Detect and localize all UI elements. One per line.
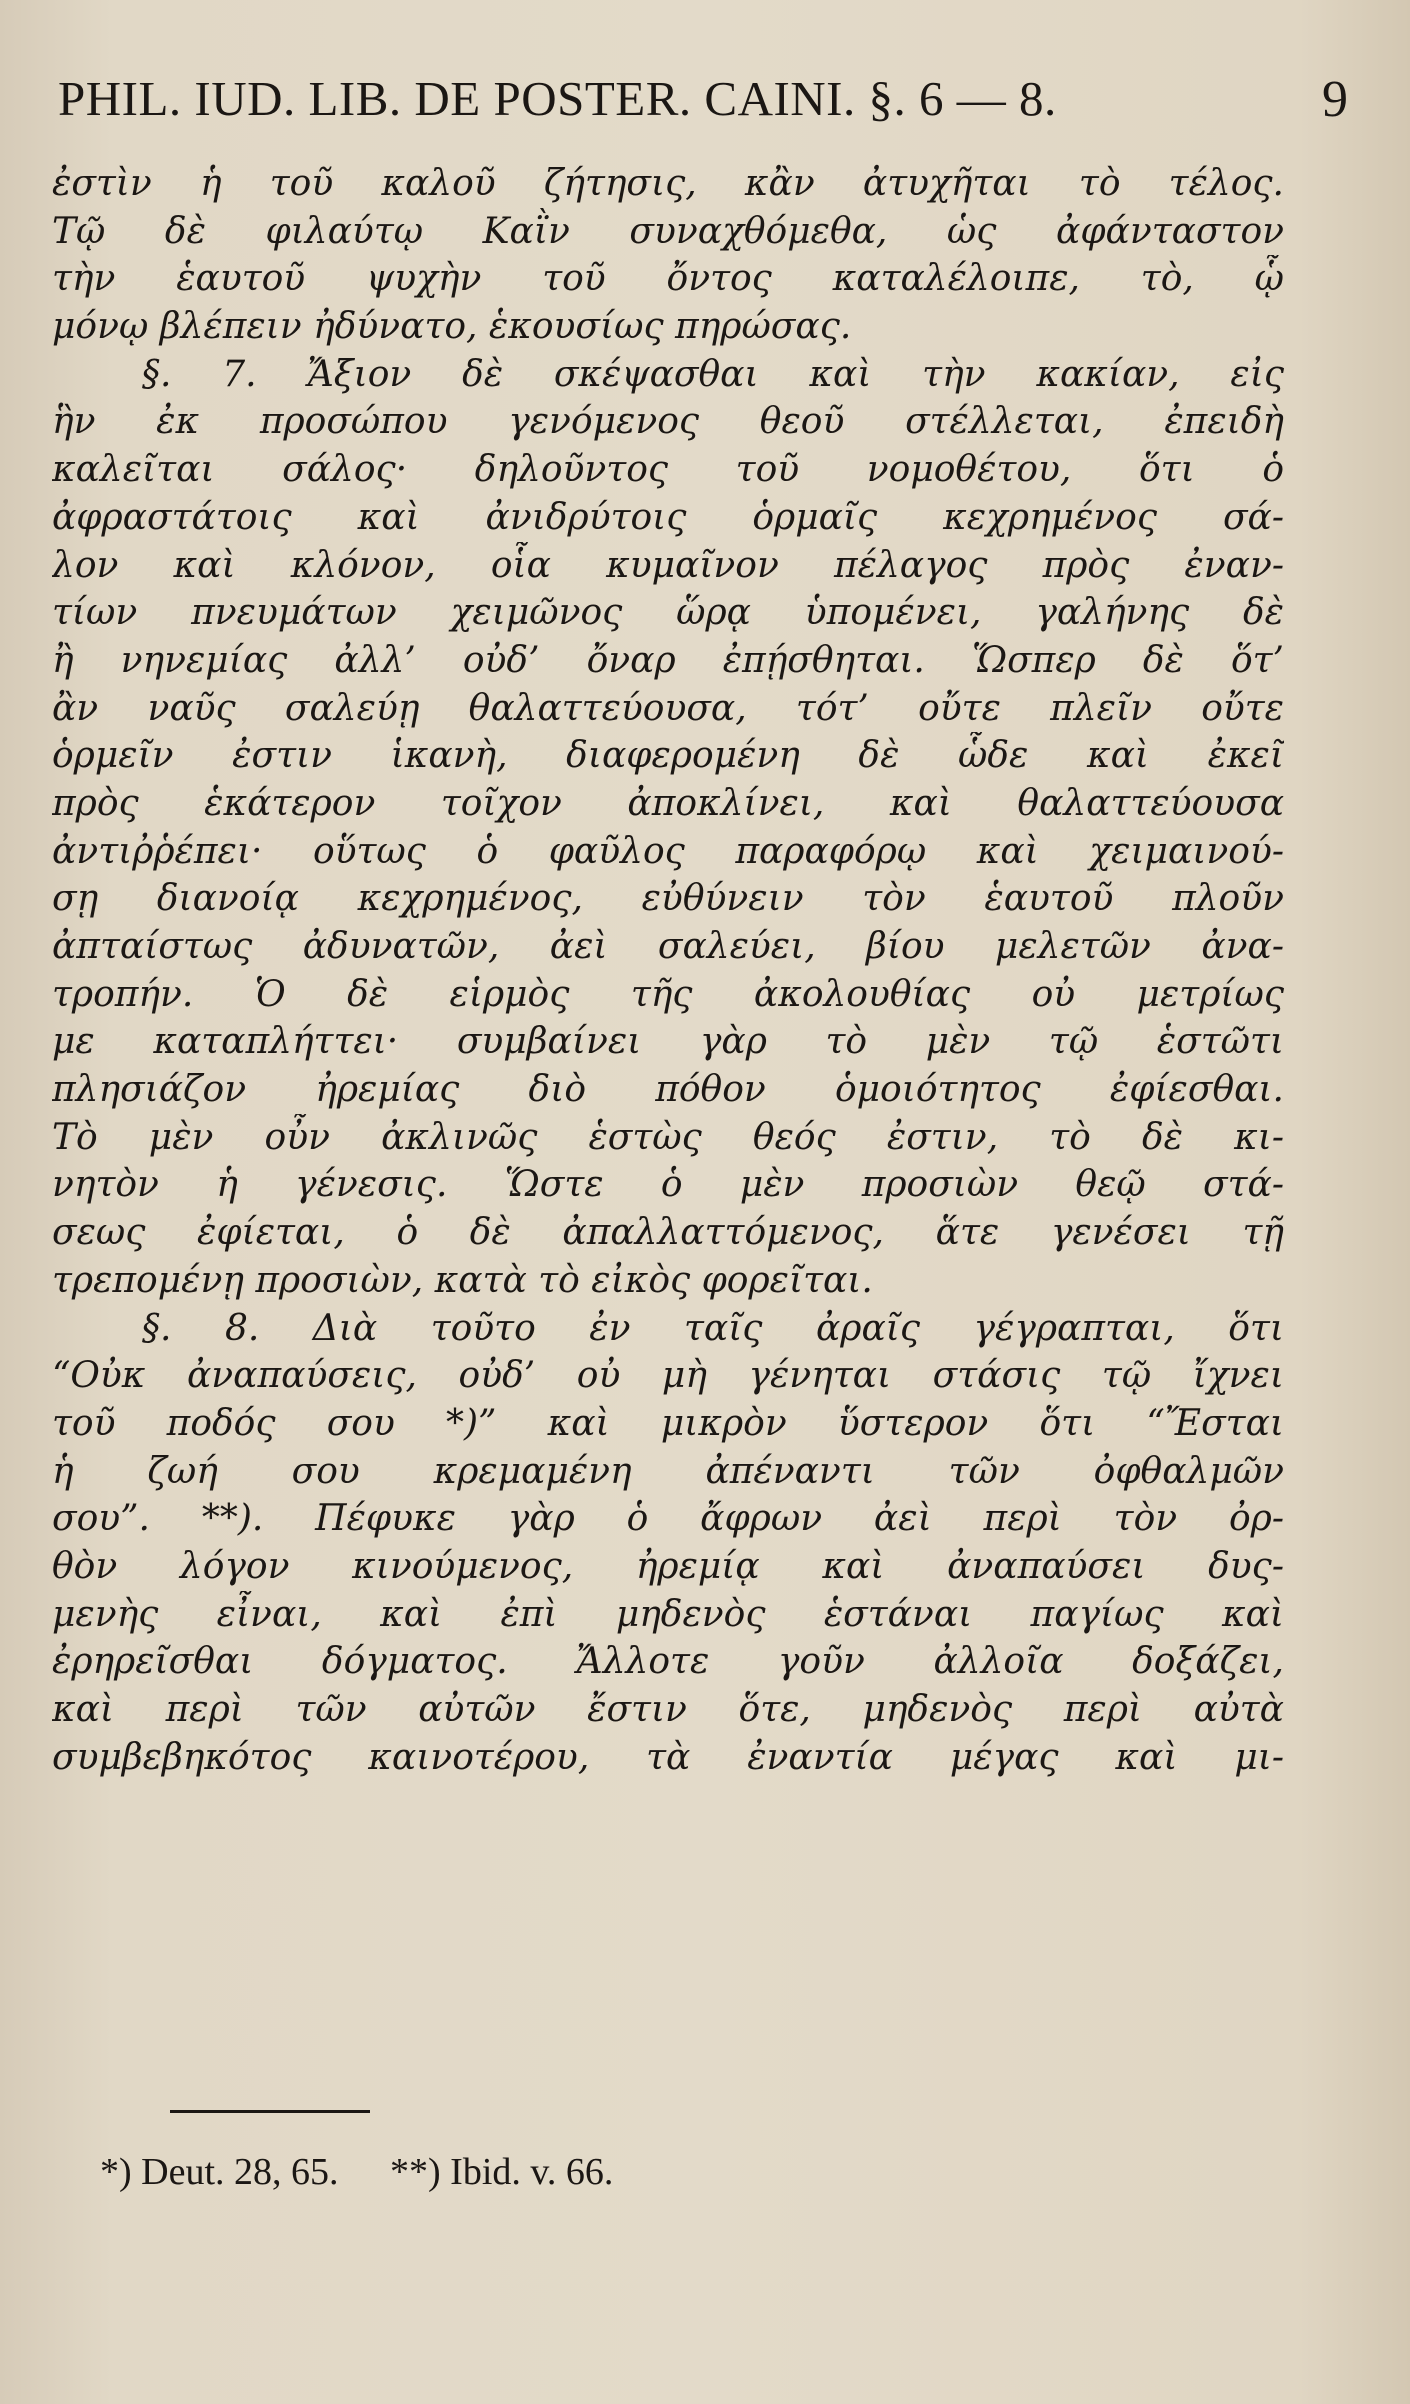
text-line: νητὸν ἡ γένεσις. Ὥστε ὁ μὲν προσιὼν θεῷ στά-: [52, 1164, 1284, 1206]
text-line: ἀφραστάτοις καὶ ἀνιδρύτοις ὁρμαῖς κεχρημένος σά-: [52, 496, 1284, 538]
text-line: τίων πνευμάτων χειμῶνος ὥρᾳ ὑπομένει, γαλήνης δὲ: [52, 592, 1284, 634]
text-line: Τὸ μὲν οὖν ἀκλινῶς ἑστὼς θεός ἐστιν, τὸ δὲ κι-: [52, 1116, 1284, 1158]
text-line: θὸν λόγον κινούμενος, ἠρεμίᾳ καὶ ἀναπαύσει δυς-: [52, 1545, 1284, 1587]
text-line: ἢ νηνεμίας ἀλλ’ οὐδ’ ὄναρ ἐπῄσθηται. Ὥσπερ δὲ ὅτ’: [52, 639, 1284, 681]
footnotes: [100, 2150, 655, 2194]
text-line: ἀπταίστως ἀδυνατῶν, ἀεὶ σαλεύει, βίου μελετῶν ἀνα-: [52, 926, 1284, 967]
text-line: συμβεβηκότος καινοτέρου, τὰ ἐναντία μέγας καὶ μι-: [52, 1736, 1284, 1778]
footnote-2: **) Ibid. v. 66.: [390, 2151, 614, 2193]
section-start-line: §. 7. Ἄξιον δὲ σκέψασθαι καὶ τὴν κακίαν, εἰς: [142, 353, 1284, 395]
text-line: μόνῳ βλέπειν ἠδύνατο, ἑκουσίως πηρώσας.: [52, 306, 852, 348]
text-line: πλησιάζον ἠρεμίας διὸ πόθον ὁμοιότητος ἐφίεσθαι.: [52, 1069, 1284, 1111]
text-line: ἣν ἐκ προσώπου γενόμενος θεοῦ στέλλεται, ἐπειδὴ: [52, 401, 1284, 443]
text-line: ἀντιῤῥέπει· οὕτως ὁ φαῦλος παραφόρῳ καὶ χειμαινού-: [52, 830, 1284, 872]
text-line: ὁρμεῖν ἐστιν ἱκανὴ, διαφερομένη δὲ ὧδε καὶ ἐκεῖ: [52, 735, 1284, 777]
text-line: τοῦ ποδός σου *)” καὶ μικρὸν ὕστερον ὅτι “Ἔσται: [52, 1402, 1284, 1444]
text-line: με καταπλήττει· συμβαίνει γὰρ τὸ μὲν τῷ ἑστῶτι: [52, 1021, 1284, 1063]
text-line: λον καὶ κλόνον, οἷα κυμαῖνον πέλαγος πρὸς ἐναν-: [52, 544, 1284, 586]
text-line: καὶ περὶ τῶν αὐτῶν ἔστιν ὅτε, μηδενὸς περὶ αὐτὰ: [52, 1689, 1284, 1730]
text-line: τροπήν. Ὁ δὲ εἱρμὸς τῆς ἀκολουθίας οὐ μετρίως: [52, 973, 1284, 1015]
text-line: μενὴς εἶναι, καὶ ἐπὶ μηδενὸς ἑστάναι παγίως καὶ: [52, 1593, 1284, 1635]
text-line: ἐρηρεῖσθαι δόγματος. Ἄλλοτε γοῦν ἀλλοῖα δοξάζει,: [52, 1641, 1284, 1683]
text-line: ἐστὶν ἡ τοῦ καλοῦ ζήτησις, κἂν ἀτυχῆται τὸ τέλος.: [52, 163, 1284, 204]
text-line: σεως ἐφίεται, ὁ δὲ ἀπαλλαττόμενος, ἅτε γενέσει τῇ: [52, 1212, 1284, 1254]
text-line: σου”. **). Πέφυκε γὰρ ὁ ἄφρων ἀεὶ περὶ τὸν ὀρ-: [52, 1498, 1284, 1540]
body-text: [52, 160, 1284, 1781]
running-head: PHIL. IUD. LIB. DE POSTER. CAINI. §. 6 — 8.: [58, 71, 1057, 126]
text-line: Τῷ δὲ φιλαύτῳ Καῒν συναχθόμεθα, ὡς ἀφάνταστον: [52, 210, 1284, 252]
page-header: [58, 70, 1348, 140]
text-line: “Οὐκ ἀναπαύσεις, οὐδ’ οὐ μὴ γένηται στάσις τῷ ἴχνει: [52, 1355, 1284, 1397]
text-line: τρεπομένῃ προσιὼν, κατὰ τὸ εἰκὸς φορεῖται.: [52, 1259, 873, 1301]
text-line: καλεῖται σάλος· δηλοῦντος τοῦ νομοθέτου, ὅτι ὁ: [52, 449, 1284, 491]
text-line: σῃ διανοίᾳ κεχρημένος, εὐθύνειν τὸν ἑαυτοῦ πλοῦν: [52, 878, 1284, 920]
text-line: τὴν ἑαυτοῦ ψυχὴν τοῦ ὄντος καταλέλοιπε, τὸ, ᾧ: [52, 258, 1284, 300]
footnote-1: *) Deut. 28, 65.: [100, 2151, 339, 2193]
page-number: 9: [1322, 71, 1348, 128]
section-start-line: §. 8. Διὰ τοῦτο ἐν ταῖς ἀραῖς γέγραπται, ὅτι: [142, 1307, 1284, 1349]
footnote-rule: [170, 2110, 370, 2113]
text-line: ἂν ναῦς σαλεύῃ θαλαττεύουσα, τότ’ οὔτε πλεῖν οὔτε: [52, 687, 1284, 729]
text-line: ἡ ζωή σου κρεμαμένη ἀπέναντι τῶν ὀφθαλμῶν: [52, 1450, 1284, 1492]
text-line: πρὸς ἑκάτερον τοῖχον ἀποκλίνει, καὶ θαλαττεύουσα: [52, 782, 1284, 824]
